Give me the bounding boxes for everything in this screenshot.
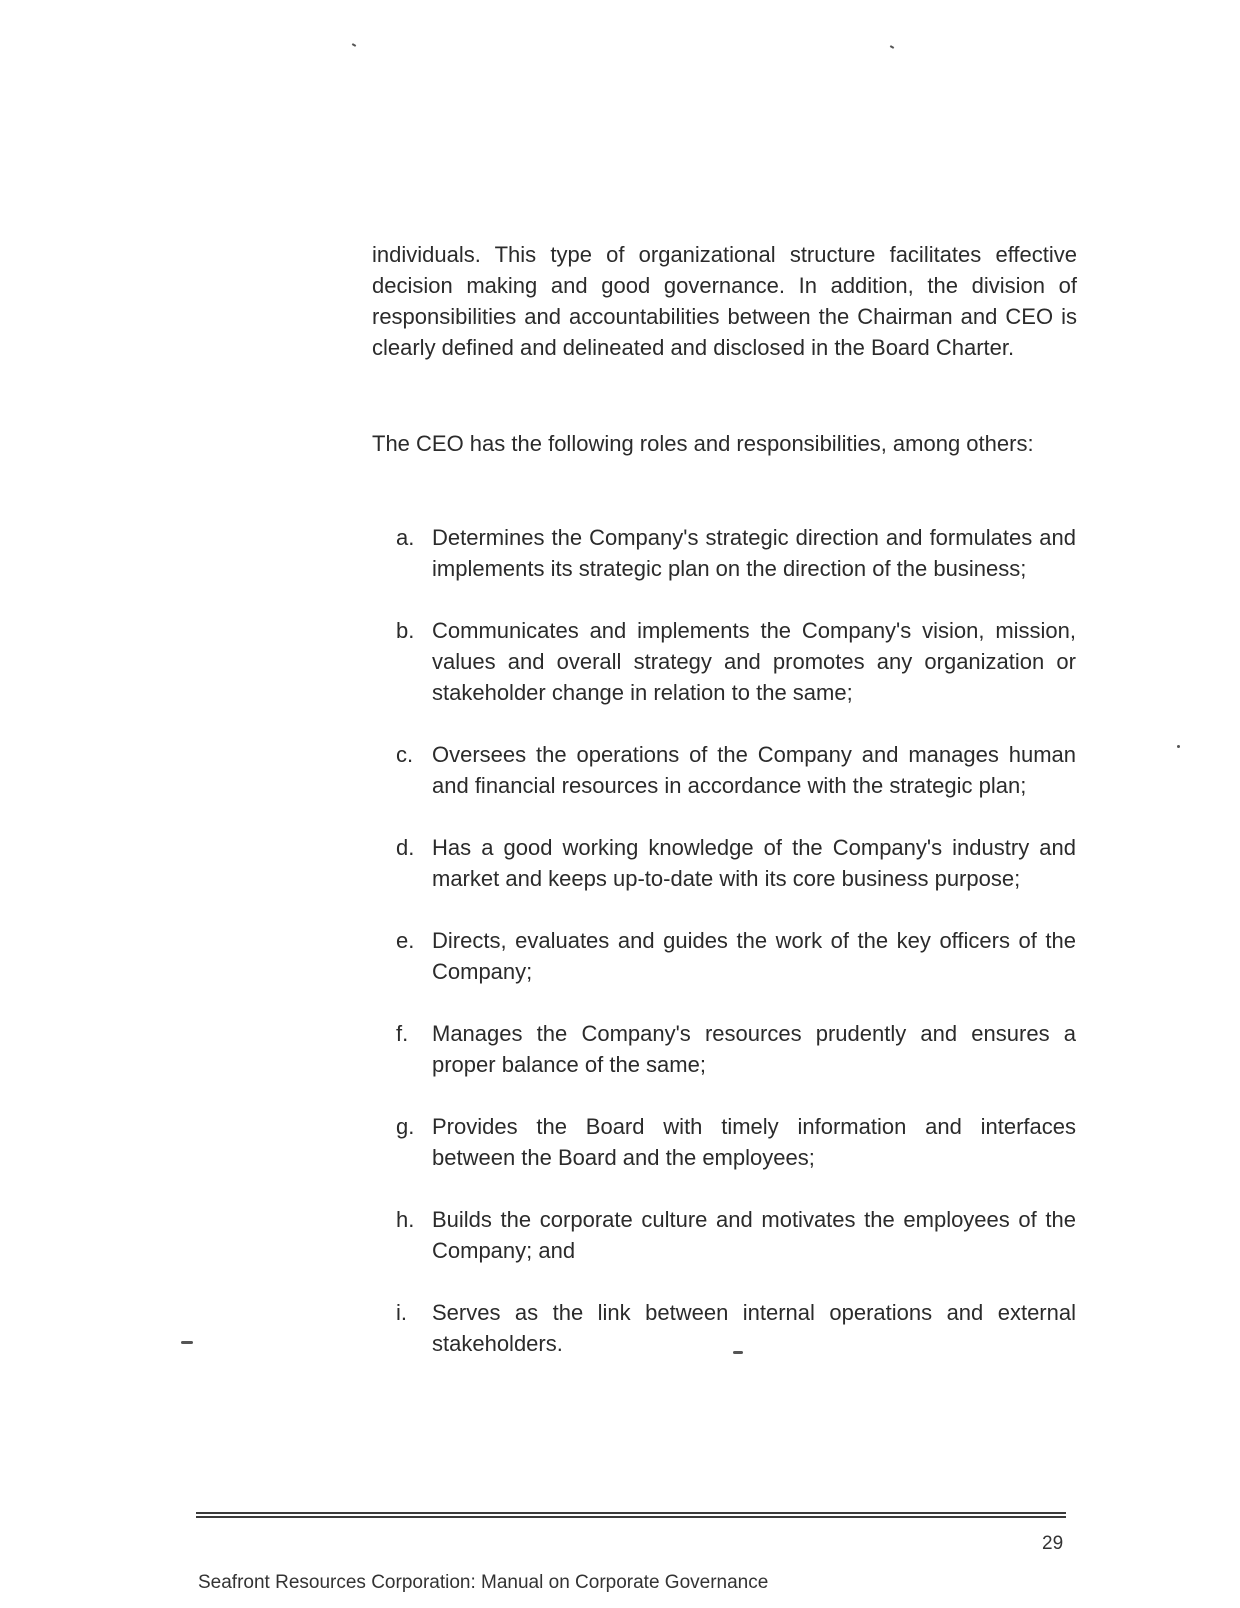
list-item xyxy=(396,1297,1076,1359)
list-item-marker: f. xyxy=(396,1021,409,1046)
ceo-responsibilities-list xyxy=(396,522,1076,1390)
list-item xyxy=(396,739,1076,801)
list-item-marker: i. xyxy=(396,1300,407,1325)
list-item-marker: h. xyxy=(396,1207,415,1232)
list-item xyxy=(396,1018,1076,1080)
body-paragraph: individuals. This type of organizational structure facilitates effective decision making and good governance. In addition, the division of responsibilities and accountabilities between the Chairman and CEO is clearly defined and delineated and disclosed in the Board Charter. xyxy=(372,242,1077,360)
footer-title: Seafront Resources Corporation: Manual on Corporate Governance xyxy=(198,1572,769,1593)
list-item xyxy=(396,1111,1076,1173)
footer-divider xyxy=(196,1512,1066,1518)
list-item-text: Provides the Board with timely information and interfaces between the Board and the employees; xyxy=(432,1114,1076,1170)
list-item-text: Builds the corporate culture and motivates the employees of the Company; and xyxy=(432,1207,1076,1263)
list-item xyxy=(396,522,1076,584)
list-item-text: Has a good working knowledge of the Company's industry and market and keeps up-to-date with its core business purpose; xyxy=(432,835,1076,891)
list-item-text: Directs, evaluates and guides the work of the key officers of the Company; xyxy=(432,928,1076,984)
list-item-text: Serves as the link between internal operations and external stakeholders. xyxy=(432,1300,1076,1356)
list-item-text: Communicates and implements the Company's vision, mission, values and overall strategy and promotes any organization or stakeholder change in relation to the same; xyxy=(432,618,1076,705)
list-item xyxy=(396,832,1076,894)
list-item-text: Oversees the operations of the Company and manages human and financial resources in accordance with the strategic plan; xyxy=(432,742,1076,798)
list-item-marker: e. xyxy=(396,928,415,953)
list-item xyxy=(396,925,1076,987)
scan-speck xyxy=(1177,745,1180,748)
body-paragraph: The CEO has the following roles and responsibilities, among others: xyxy=(372,431,1034,456)
list-item xyxy=(396,1204,1076,1266)
list-item-marker: d. xyxy=(396,835,415,860)
list-item-marker: a. xyxy=(396,525,415,550)
scan-speck xyxy=(181,1341,193,1344)
list-item xyxy=(396,615,1076,708)
list-item-marker: c. xyxy=(396,742,414,767)
scan-speck xyxy=(352,43,356,47)
page-number: 29 xyxy=(1042,1533,1064,1554)
list-item-text: Manages the Company's resources prudently and ensures a proper balance of the same; xyxy=(432,1021,1076,1077)
list-item-marker: b. xyxy=(396,618,415,643)
list-item-text: Determines the Company's strategic direction and formulates and implements its strategic plan on the direction of the business; xyxy=(432,525,1076,581)
scan-speck xyxy=(890,45,894,49)
list-item-marker: g. xyxy=(396,1114,415,1139)
